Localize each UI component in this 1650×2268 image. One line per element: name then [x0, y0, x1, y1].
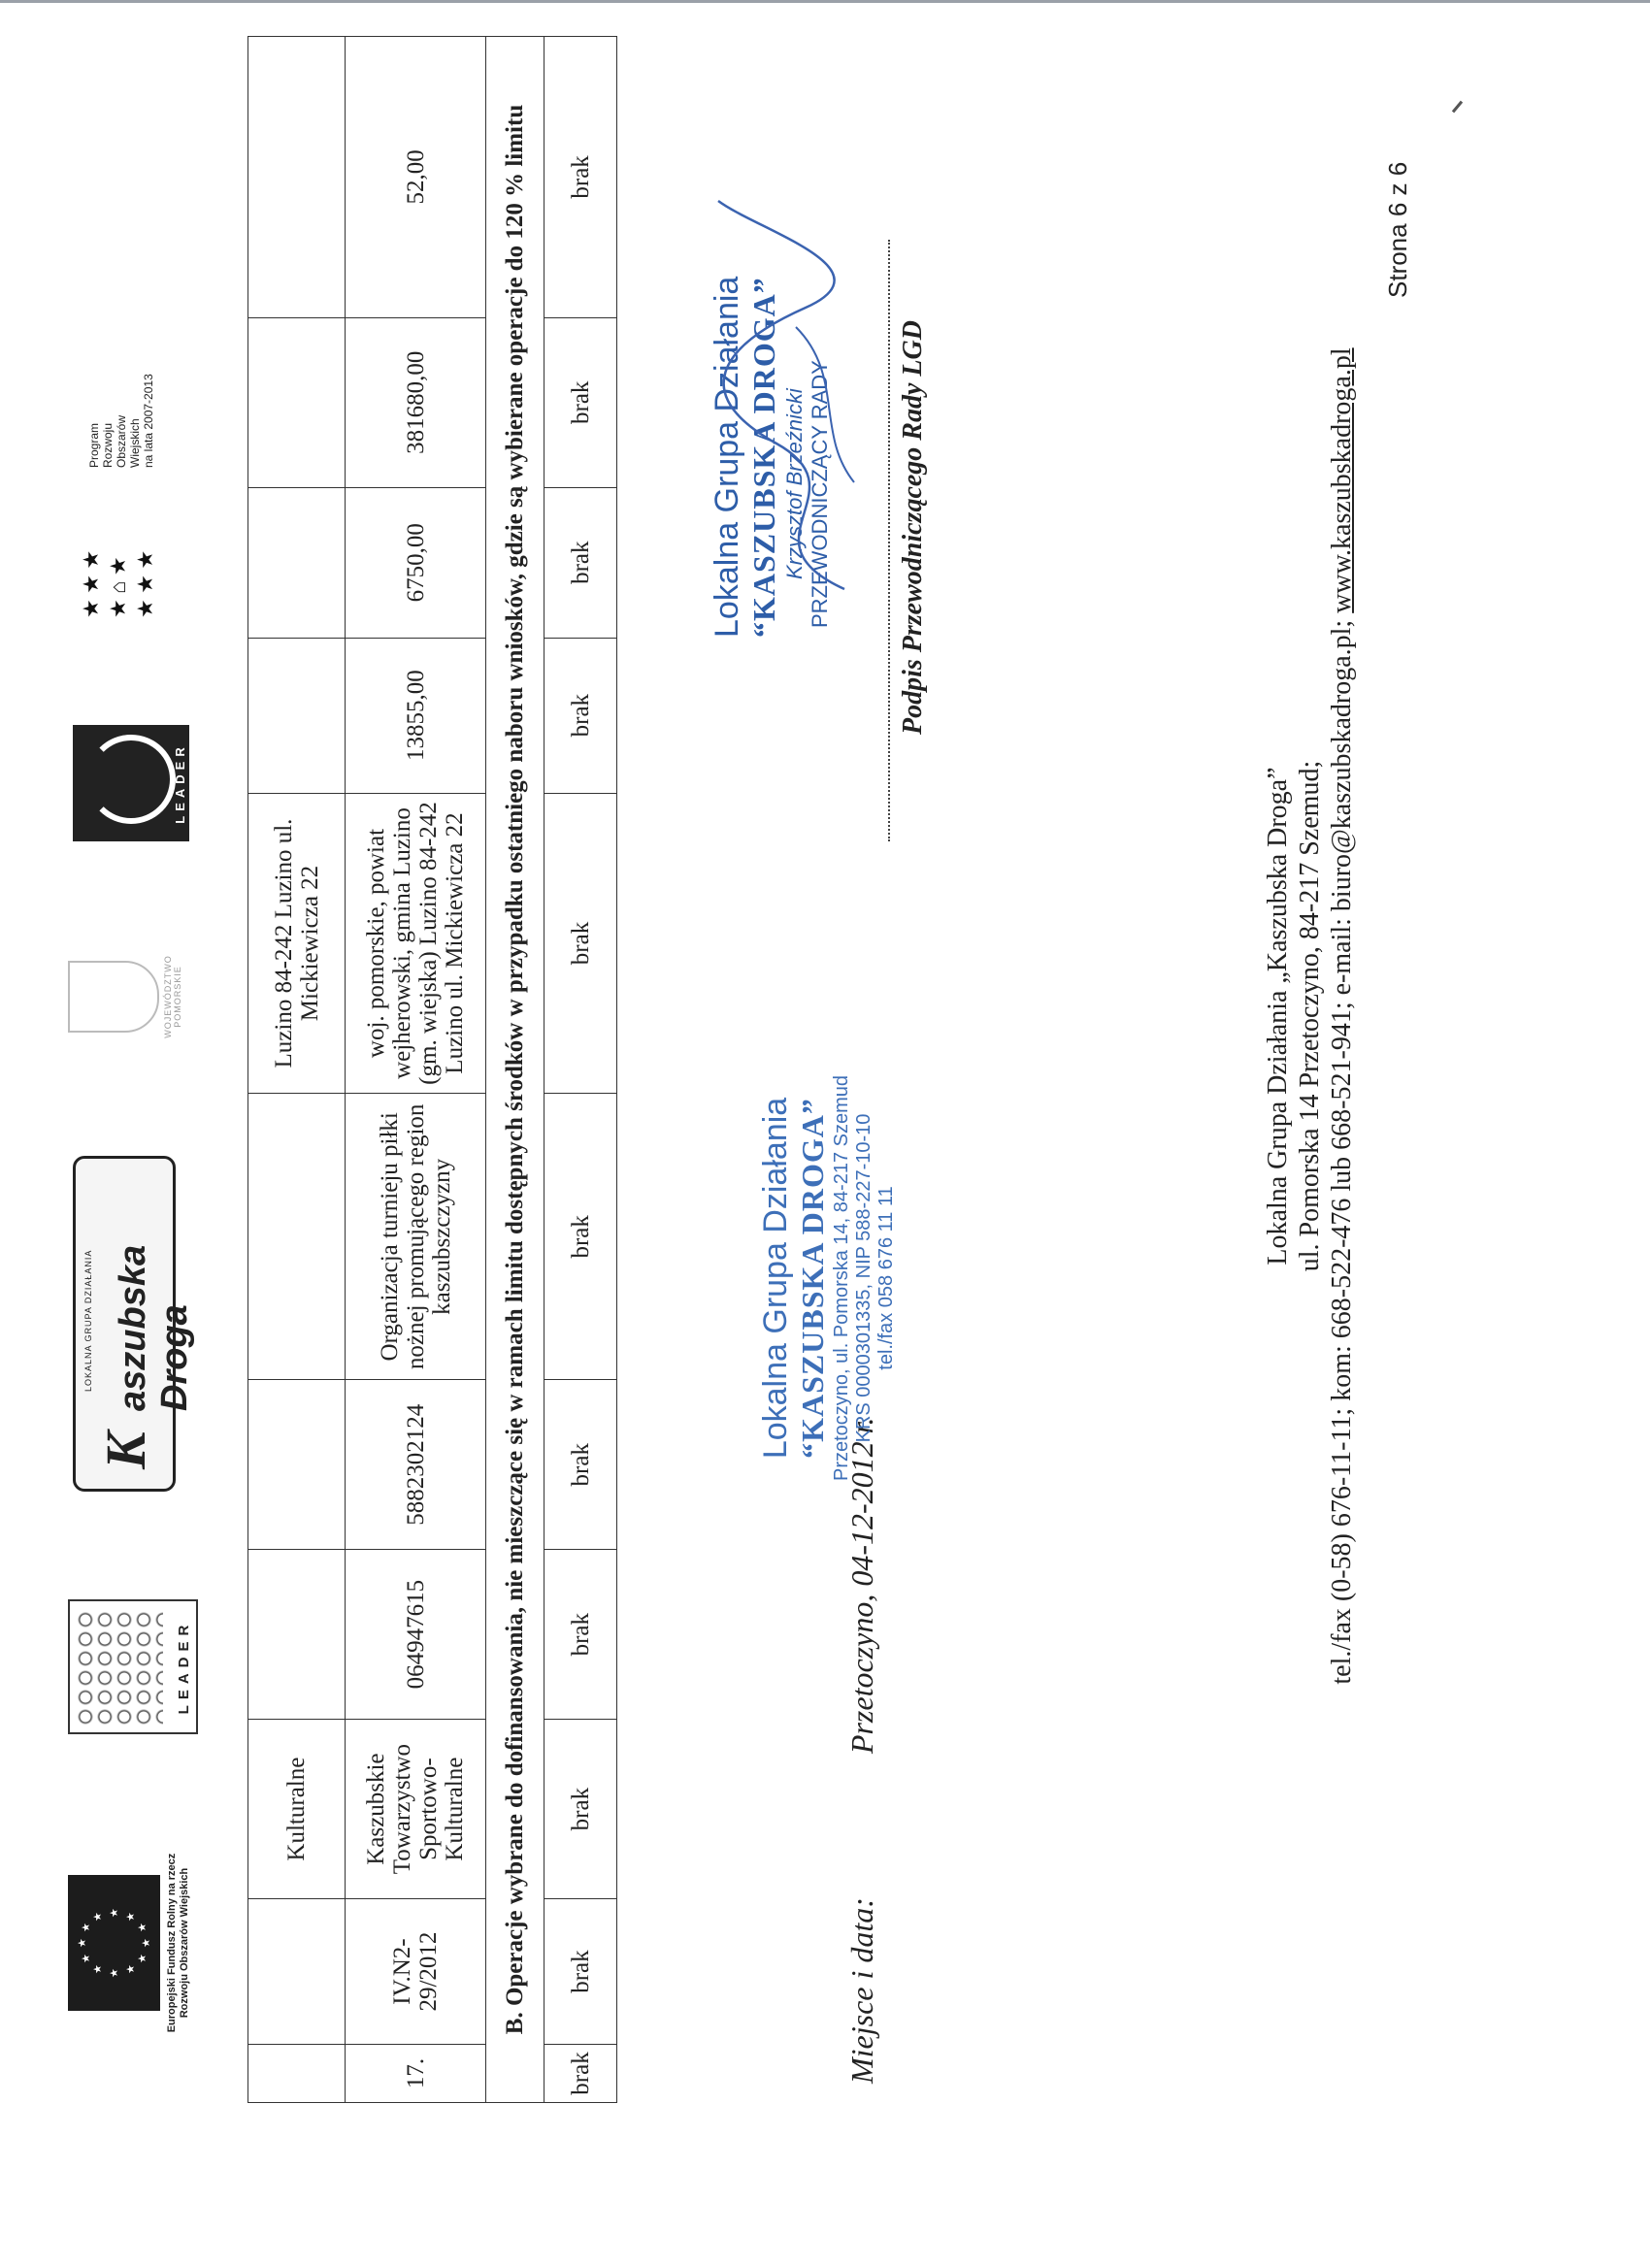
section-b-heading: B. Operacje wybrane do dofinansowania, nie mieszczące się w ramach limitu dostępnych środków w przypadku ostatniego naboru wniosków, gdzie są wybierane operacje do 120 % limitu	[486, 37, 544, 2103]
kd-logo-text: aszubska Droga	[113, 1244, 195, 1411]
svg-text:★: ★	[81, 1923, 92, 1932]
table-row	[544, 37, 617, 2103]
kd-letter-k: K	[94, 1431, 157, 1469]
organization-stamp	[757, 1026, 898, 1530]
footer-line: Lokalna Grupa Działania „Kaszubska Droga”	[1263, 767, 1293, 1265]
stamp-line: tel./fax 058 676 11 11	[875, 1186, 897, 1370]
operations-table	[248, 36, 617, 2103]
table-row	[248, 37, 346, 2103]
signature-caption: Podpis Przewodniczącego Rady LGD	[898, 320, 928, 735]
table-cell: brak	[544, 1380, 617, 1550]
table-row	[346, 37, 486, 2103]
table-cell: brak	[544, 1899, 617, 2045]
scan-mark	[1452, 101, 1463, 114]
table-cell	[248, 37, 346, 318]
stamp-line: Lokalna Grupa Działania	[709, 276, 745, 638]
table-cell: brak	[544, 1720, 617, 1899]
svg-text:★: ★	[137, 1923, 148, 1932]
stamp-line: Krzysztof Brzeźnicki	[782, 388, 807, 579]
leader2-label: LEADER	[173, 742, 187, 824]
eu-logo	[68, 1831, 191, 2054]
svg-text:★: ★	[77, 1938, 88, 1948]
stamp-line: “KASZUBSKA DROGA”	[746, 277, 781, 638]
table-cell	[248, 487, 346, 638]
leader-dots-icon	[76, 1610, 163, 1726]
table-cell: Organizacja turnieju piłki nożnej promującego region kaszubszczyzny	[346, 1094, 486, 1380]
table-cell: IV.N2-29/2012	[346, 1899, 486, 2045]
table-cell: brak	[544, 2045, 617, 2103]
svg-text:★: ★	[125, 1964, 137, 1974]
table-cell	[248, 2045, 346, 2103]
table-cell: 13855,00	[346, 638, 486, 793]
stamp-line: KRS 0000301335, NIP 588-227-10-10	[853, 1113, 874, 1443]
table-cell	[248, 1899, 346, 2045]
leader-eu-logo	[73, 725, 189, 841]
table-cell: 064947615	[346, 1550, 486, 1720]
table-cell: Kaszubskie Towarzystwo Sportowo-Kulturalne	[346, 1720, 486, 1899]
svg-text:★: ★	[125, 1912, 137, 1922]
table-cell	[248, 638, 346, 793]
table-cell: 5882302124	[346, 1380, 486, 1550]
table-cell: 52,00	[346, 37, 486, 318]
stamp-line: “KASZUBSKA DROGA”	[795, 1098, 830, 1459]
footer-address	[1262, 152, 1358, 1880]
handwritten-signature	[699, 191, 874, 599]
footer-line	[1326, 152, 1358, 1880]
eu-flag-icon	[68, 1875, 160, 2011]
svg-text:★: ★	[137, 1954, 148, 1963]
prow-stars-icon: ★ ★ ★ ★ ⌂ ★ ★ ★ ★	[79, 549, 157, 618]
table-cell: brak	[544, 1094, 617, 1380]
footer-line: ul. Pomorska 14 Przetoczyno, 84-217 Szemud;	[1295, 760, 1325, 1272]
table-cell	[248, 317, 346, 487]
table-cell: Luzino 84-242 Luzino ul. Mickiewicza 22	[248, 793, 346, 1094]
table-cell: 6750,00	[346, 487, 486, 638]
pomorskie-logo	[68, 953, 204, 1040]
leader-label: LEADER	[176, 1619, 192, 1715]
table-row	[486, 37, 544, 2103]
table-cell: 381680,00	[346, 317, 486, 487]
griffin-shield-icon	[68, 961, 159, 1033]
place-label: Miejsce i data:	[844, 1897, 879, 2084]
table-cell	[248, 1380, 346, 1550]
table-cell: brak	[544, 487, 617, 638]
table-cell	[248, 1094, 346, 1380]
prow-logo	[68, 327, 223, 618]
kaszubska-droga-logo	[73, 1156, 195, 1492]
place-value: Przetoczyno, 04-12-2012 r.	[844, 1417, 879, 1755]
table-cell: brak	[544, 317, 617, 487]
eu-stars-icon	[76, 1904, 153, 1982]
footer-contacts: tel./fax (0-58) 676-11-11; kom: 668-522-476 lub 668-521-941; e-mail: biuro@kaszubskadroga.pl;	[1327, 612, 1357, 1685]
page-number: Strona 6 z 6	[1383, 161, 1412, 298]
svg-text:★: ★	[92, 1912, 104, 1922]
table-cell: brak	[544, 37, 617, 318]
leader-sprout-icon	[86, 735, 176, 824]
kd-small-caption: LOKALNA GRUPA DZIAŁANIA	[83, 1249, 93, 1392]
table-cell: woj. pomorskie, powiat wejherowski, gmina Luzino (gm. wiejska) Luzino 84-242 Luzino ul. Mickiewicza 22	[346, 793, 486, 1094]
svg-text:★: ★	[109, 1908, 120, 1918]
stamp-line: Lokalna Grupa Działania	[757, 1097, 794, 1460]
pomorskie-caption: WOJEWÓDZTWO POMORSKIE	[163, 955, 182, 1038]
table-cell: brak	[544, 638, 617, 793]
signature-line	[888, 240, 890, 841]
stamp-line: Przetoczyno, ul. Pomorska 14, 84-217 Szemud	[831, 1075, 852, 1481]
logo-header	[58, 55, 233, 2093]
website-link[interactable]: www.kaszubskadroga.pl	[1327, 347, 1357, 613]
table-cell	[248, 1550, 346, 1720]
table-cell: 17.	[346, 2045, 486, 2103]
eu-caption: Europejski Fundusz Rolny na rzecz Rozwoju Obszarów Wiejskich	[166, 1853, 190, 2033]
svg-text:★: ★	[141, 1938, 152, 1948]
stamp-line: PRZEWODNICZĄCY RADY	[808, 360, 832, 628]
svg-text:★: ★	[109, 1968, 120, 1978]
table-cell: brak	[544, 793, 617, 1094]
table-cell: brak	[544, 1550, 617, 1720]
table-cell: Kulturalne	[248, 1720, 346, 1899]
prow-caption: Program Rozwoju Obszarów Wiejskich na lata 2007-2013	[87, 374, 155, 468]
svg-text:★: ★	[92, 1964, 104, 1974]
svg-text:★: ★	[81, 1954, 92, 1963]
leader-logo	[68, 1599, 198, 1734]
